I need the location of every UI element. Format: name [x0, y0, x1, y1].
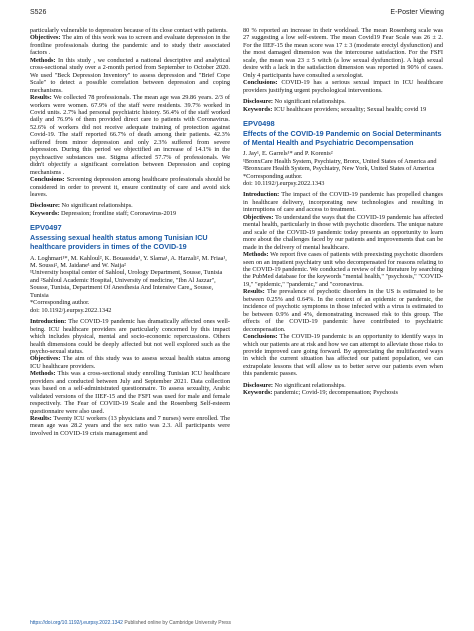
introduction-para: Introduction: The impact of the COVID-19 pandemic has propelled changes in healthcare delivery, incorporating new technologies and resulting in interruptions of care and access to treatment. — [243, 191, 443, 214]
left-column — [30, 27, 230, 437]
doi-line: doi: 10.1192/j.eurpsy.2022.1342 — [30, 306, 112, 314]
introduction-para: Introduction: The COVID-19 pandemic has dramatically affected ones well-being. ICU healthcare providers are particularly concerned by this impact which includes physical, mental and socio-economic repercussions. Others health dimensions could be deeply affected but not well explored such as the psycho-sexual status. — [30, 318, 230, 355]
methods-para: Methods: In this study , we conducted a national descriptive and analytical cross-sectional study over a 2-month period from September to October 2020. We used "Beck Depression Inventory" to assess depression and "Brief Cope Scale" to detect a possible correlation between depression and coping mechanisms. — [30, 56, 231, 94]
objectives-para: Objectives: The aim of this work was to screen and evaluate depression in the frontline professionals during the pandemic and to study their associated factors . — [30, 34, 230, 57]
affiliations: ¹BronxCare Health System, Psychiatry, Bronx, United States of America and ²Bronxcare Health System, Psychiatry, New York, United States of America — [243, 157, 437, 173]
keywords-para: Keywords: ICU healthcare providers; sexuality; Sexual health; covid 19 — [243, 105, 427, 113]
doi-line: doi: 10.1192/j.eurpsy.2022.1343 — [243, 179, 325, 187]
conclusions-para: Conclusions: Screening depression among healthcare professionals should be considered in order to prevent it, ensure continuity of care and avoid sick leaves. — [30, 176, 230, 198]
abstract-code: EPV0497 — [30, 223, 62, 233]
intro-continued: particularly vulnerable to depression because of its close contact with patients. — [30, 27, 228, 34]
page-header — [30, 9, 444, 21]
abstract-title: Effects of the COVID-19 Pandemic on Social Determinants of Mental Health and Psychiatric Decompensation — [243, 128, 442, 147]
conclusions-para: Conclusions: COVID-19 has a serious sexual impact in ICU healthcare providers justifying urgent psychological interventions. — [243, 79, 443, 94]
corresponding-author: *Corresponding author. — [243, 172, 303, 180]
page-number: S526 — [30, 9, 47, 16]
results-continued: 80 % reported an increase in their workload. The mean Rosenberg scale was 27 suggesting a low self-esteem. The mean Covid19 Fear Scale was 26 ± 2. For the IIEF-15 the mean score was 17 ± 3 (moderate erectyl dysfunction) and the most damaged dimension was the intercourse satisfaction. For the FSFI scale, the mean was 23 ± 5 witch (a low sexual dysfunction). A high sexual desire with a lack in the satisfaction dimension was reported in 90% of cases. Only 4 participants have consulted a sexologist. — [243, 27, 443, 79]
publisher-note: Published online by Cambridge University Press — [124, 620, 232, 626]
results-para: Results: We collected 78 professionals. The mean age was 29.86 years. 2/3 of workers were women. 67.9% of the staff were residents. 39.7% worked in Covid units. 2.7% had personal psychiatric history. 56.4% of the staff worked daily and 76.9% of them provided direct care to patients with Coronavirus. 52.6% of workers did not receive adequate training of protection against Covid-19. The staff reported 66.7% of death among their patients. 42.3% suffered from minor depression and only 2.3% suffered from severe depression. During this period we objectified an increase of 14.1% in the psychoactive substances use. Stigma affected 57.7% of professionals. We didn't objectify a significant correlation between Depression and coping mechanisms . — [30, 94, 230, 176]
abstract-title: Assessing sexual health status among Tunisian ICU healthcare providers in times of the COVID-19 — [30, 233, 208, 251]
conclusions-para: Conclusions: The COVID-19 pandemic is an opportunity to identify ways in which our patients are at risk and how we can attempt to alleviate those risks to provide improved care going forward. By appreciating the multifaceted ways in which the current situation has affected our patient population, we can extrapolate lessons that will allow us to better serve our patients even when this pandemic passes. — [243, 333, 443, 378]
keywords-para: Keywords: Depression; frontline staff; Coronavirus-2019 — [30, 209, 177, 217]
methods-para: Methods: This was a cross-sectional study enrolling Tunisian ICU healthcare providers and conducted between July and September 2021. Data collection was based on a self-administrated questionnaire. To assess sexuality, Arabic validated versions of the IIEF-15 and the FSFI was used for male and female respectively. The Fear of COVID-19 Scale and the Rosenberg Self-esteem questionnaire were also used. — [30, 370, 230, 415]
disclosure-para: Disclosure: No significant relationships. — [243, 98, 346, 106]
right-column — [243, 27, 443, 397]
author-list: J. Jay¹, E. Garrels¹* and P. Korenis² — [243, 150, 333, 158]
keywords-para: Keywords: pandemic; Covid-19; decompensation; Psychosis — [243, 389, 398, 397]
objectives-para: Objectives: The aim of this study was to assess sexual health status among ICU healthcare providers. — [30, 355, 230, 370]
corresponding-author: *Corresponding author. — [30, 299, 90, 307]
disclosure-para: Disclosure: No significant relationships. — [243, 381, 346, 389]
page-footer — [30, 620, 231, 626]
results-para: Results: Twenty ICU workers (13 physicians and 7 nurses) were enrolled. The mean age was 28.2 years and the sex ratio was 2.3. All participants were involved in COVID-19 crisis management and — [30, 415, 231, 437]
section-title: E-Poster Viewing — [390, 9, 444, 16]
disclosure-para: Disclosure: No significant relationships. — [30, 202, 133, 210]
results-para: Results: The prevalence of psychotic disorders in the US is estimated to be between 0.25% and 0.64%. In the context of an epidemic or pandemic, the incidence of psychotic symptoms in those infected with a virus is estimated to be between 0.9% and 4%, demonstrating increased risk to this group. The effects of the COVID-19 pandemic have contributed to psychiatric decompensation. — [243, 288, 443, 333]
methods-para: Methods: We report five cases of patients with preexisting psychotic disorders seen on an inpatient psychiatry unit who decompensated for reasons relating to the COVID-19 pandemic. We conducted a review of the literature by searching the PubMed database for the keywords "mental health," "psychosis," "COVID-19," "epidemic," "pandemic," and "coronavirus. — [243, 251, 443, 288]
doi-link[interactable]: https://doi.org/10.1192/j.eurpsy.2022.1342 — [30, 620, 123, 626]
author-list: A. Loghmari¹*, M. Kahloul², K. Bouassida¹, Y. Slama¹, A. Harzali², M. Friaa¹, M. Soussi², M. Jaidane¹ and W. Naija² — [30, 254, 227, 269]
affiliations: ¹University hospital center of Sahloul, Urology Department, Sousse, Tunisia and ²Sahloul Academic Hospital, University of medicine, "Ibn Al Jazzar", Sousse, Tunisia, Department Of Anesthesia And Intensive Care,, Sousse, Tunisia — [30, 269, 223, 299]
objectives-para: Objectives: To understand the ways that the COVID-19 pandemic has affected mental health, particularly in those with psychotic disorders. The unique nature and scale of the COVID-19 pandemic today presents an opportunity to learn more about the challenges faced by our patients and improvements that can be made in the delivery of mental healthcare. — [243, 213, 443, 251]
abstract-code: EPV0498 — [243, 118, 275, 128]
